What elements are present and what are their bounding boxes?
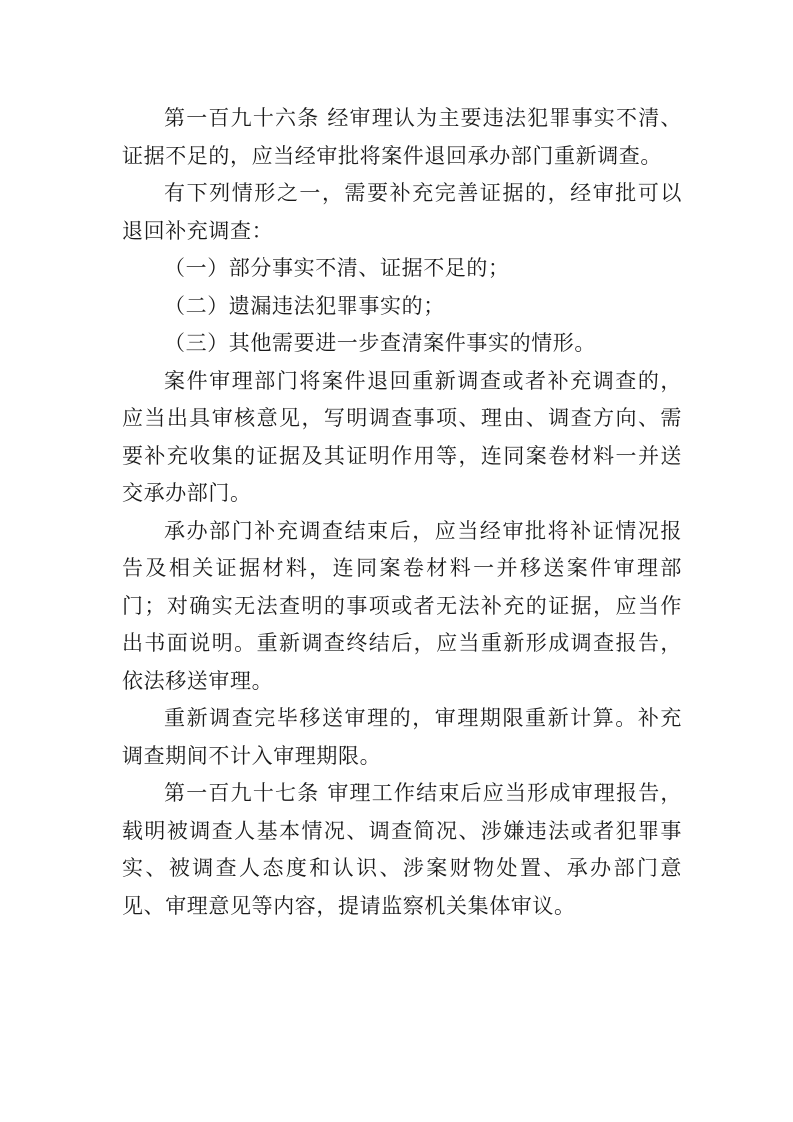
list-item-3: （三）其他需要进一步查清案件事实的情形。 (164, 331, 596, 355)
review-opinion-paragraph: 案件审理部门将案件退回重新调查或者补充调查的，应当出具审核意见，写明调查事项、理由、调查方向、需要补充收集的证据及其证明作用等，连同案卷材料一并送交承办部门。 (122, 368, 682, 505)
document-body (122, 100, 682, 925)
list-item-1: （一）部分事实不清、证据不足的； (164, 256, 510, 280)
supplement-intro-paragraph: 有下列情形之一，需要补充完善证据的，经审批可以退回补充调查： (122, 181, 682, 243)
article-197-paragraph: 第一百九十七条 审理工作结束后应当形成审理报告，载明被调查人基本情况、调查简况、涉嫌违法或者犯罪事实、被调查人态度和认识、涉案财物处置、承办部门意见、审理意见等内容，提请监察机关集体审议。 (122, 781, 682, 918)
list-item-2: （二）遗漏违法犯罪事实的； (164, 293, 445, 318)
time-limit-paragraph: 重新调查完毕移送审理的，审理期限重新计算。补充调查期间不计入审理期限。 (122, 706, 682, 768)
article-196-paragraph: 第一百九十六条 经审理认为主要违法犯罪事实不清、证据不足的，应当经审批将案件退回承办部门重新调查。 (122, 106, 682, 168)
after-supplement-paragraph: 承办部门补充调查结束后，应当经审批将补证情况报告及相关证据材料，连同案卷材料一并移送案件审理部门；对确实无法查明的事项或者无法补充的证据，应当作出书面说明。重新调查终结后，应当重新形成调查报告，依法移送审理。 (122, 518, 682, 693)
